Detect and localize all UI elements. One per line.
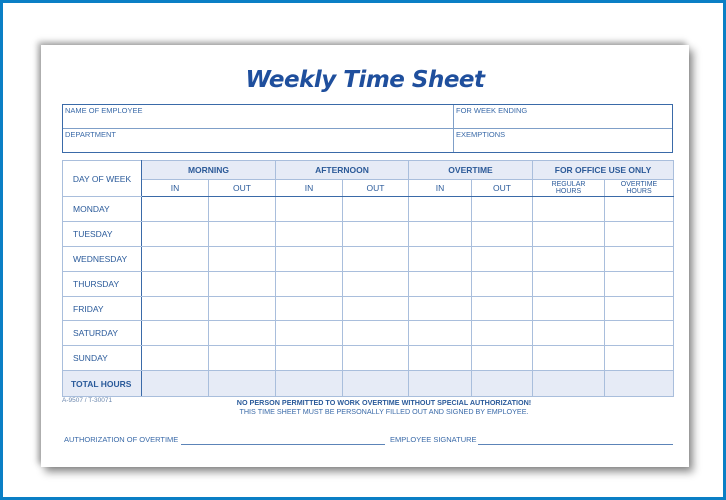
morning-in-cell[interactable] [142, 321, 209, 346]
overtime-in-cell[interactable] [409, 346, 472, 371]
regular-hours-cell[interactable] [533, 296, 605, 321]
day-label: MONDAY [63, 197, 142, 222]
table-row-wednesday [63, 246, 674, 271]
regular-hours-cell[interactable] [533, 197, 605, 222]
afternoon-in-cell[interactable] [276, 346, 343, 371]
time-sheet-form [41, 45, 689, 467]
morning-header: MORNING [142, 161, 276, 180]
table-row-tuesday [63, 221, 674, 246]
exemptions-field[interactable]: EXEMPTIONS [456, 130, 506, 139]
total-overtime-hours-cell[interactable] [605, 371, 674, 397]
total-overtime-in-cell[interactable] [409, 371, 472, 397]
total-afternoon-in-cell[interactable] [276, 371, 343, 397]
afternoon-in-cell[interactable] [276, 221, 343, 246]
overtime-in-header: IN [409, 180, 472, 197]
morning-out-cell[interactable] [209, 271, 276, 296]
info-divider-vertical [453, 105, 454, 152]
afternoon-in-cell[interactable] [276, 246, 343, 271]
office-use-header: FOR OFFICE USE ONLY [533, 161, 674, 180]
overtime-in-cell[interactable] [409, 271, 472, 296]
employee-info-box [62, 104, 673, 153]
table-row-thursday [63, 271, 674, 296]
overtime-notice: NO PERSON PERMITTED TO WORK OVERTIME WITHOUT SPECIAL AUTHORIZATION! [236, 398, 532, 407]
morning-in-header: IN [142, 180, 209, 197]
regular-hours-cell[interactable] [533, 271, 605, 296]
overtime-out-cell[interactable] [472, 271, 533, 296]
morning-in-cell[interactable] [142, 346, 209, 371]
afternoon-header: AFTERNOON [276, 161, 409, 180]
overtime-out-cell[interactable] [472, 197, 533, 222]
total-morning-in-cell[interactable] [142, 371, 209, 397]
morning-out-cell[interactable] [209, 246, 276, 271]
table-row-monday [63, 197, 674, 222]
info-divider-horizontal [63, 128, 672, 129]
table-row-saturday [63, 321, 674, 346]
regular-hours-header: REGULAR HOURS [533, 180, 605, 197]
morning-in-cell[interactable] [142, 271, 209, 296]
morning-out-cell[interactable] [209, 221, 276, 246]
sub-header-row [63, 180, 674, 197]
overtime-hours-cell[interactable] [605, 271, 674, 296]
regular-hours-cell[interactable] [533, 346, 605, 371]
day-label: TUESDAY [63, 221, 142, 246]
day-label: WEDNESDAY [63, 246, 142, 271]
regular-hours-cell[interactable] [533, 321, 605, 346]
afternoon-in-cell[interactable] [276, 271, 343, 296]
day-label: SATURDAY [63, 321, 142, 346]
regular-hours-cell[interactable] [533, 221, 605, 246]
overtime-out-cell[interactable] [472, 346, 533, 371]
overtime-out-cell[interactable] [472, 296, 533, 321]
overtime-hours-cell[interactable] [605, 321, 674, 346]
employee-name-field[interactable]: NAME OF EMPLOYEE [65, 106, 143, 115]
table-row-friday [63, 296, 674, 321]
afternoon-in-cell[interactable] [276, 321, 343, 346]
overtime-hours-cell[interactable] [605, 296, 674, 321]
total-regular-hours-cell[interactable] [533, 371, 605, 397]
day-of-week-header: DAY OF WEEK [63, 161, 142, 197]
afternoon-out-cell[interactable] [343, 346, 409, 371]
total-morning-out-cell[interactable] [209, 371, 276, 397]
overtime-out-cell[interactable] [472, 246, 533, 271]
authorization-signature-line[interactable] [181, 444, 385, 445]
morning-in-cell[interactable] [142, 246, 209, 271]
overtime-hours-header: OVERTIME HOURS [605, 180, 674, 197]
overtime-hours-cell[interactable] [605, 197, 674, 222]
department-field[interactable]: DEPARTMENT [65, 130, 116, 139]
day-label: SUNDAY [63, 346, 142, 371]
overtime-out-cell[interactable] [472, 321, 533, 346]
regular-hours-cell[interactable] [533, 246, 605, 271]
afternoon-in-header: IN [276, 180, 343, 197]
afternoon-out-cell[interactable] [343, 296, 409, 321]
employee-signature-label: EMPLOYEE SIGNATURE [390, 435, 477, 444]
overtime-hours-cell[interactable] [605, 221, 674, 246]
afternoon-out-header: OUT [343, 180, 409, 197]
overtime-out-cell[interactable] [472, 221, 533, 246]
overtime-in-cell[interactable] [409, 221, 472, 246]
overtime-hours-cell[interactable] [605, 246, 674, 271]
overtime-in-cell[interactable] [409, 246, 472, 271]
afternoon-out-cell[interactable] [343, 197, 409, 222]
afternoon-out-cell[interactable] [343, 246, 409, 271]
total-overtime-out-cell[interactable] [472, 371, 533, 397]
time-table [62, 160, 674, 397]
total-hours-label: TOTAL HOURS [63, 371, 142, 397]
morning-in-cell[interactable] [142, 221, 209, 246]
group-header-row [63, 161, 674, 180]
afternoon-in-cell[interactable] [276, 296, 343, 321]
afternoon-out-cell[interactable] [343, 271, 409, 296]
authorization-label: AUTHORIZATION OF OVERTIME [64, 435, 179, 444]
overtime-in-cell[interactable] [409, 296, 472, 321]
employee-signature-line[interactable] [478, 444, 673, 445]
overtime-out-header: OUT [472, 180, 533, 197]
overtime-in-cell[interactable] [409, 197, 472, 222]
afternoon-out-cell[interactable] [343, 221, 409, 246]
morning-out-header: OUT [209, 180, 276, 197]
overtime-in-cell[interactable] [409, 321, 472, 346]
total-hours-row [63, 371, 674, 397]
day-label: THURSDAY [63, 271, 142, 296]
morning-out-cell[interactable] [209, 346, 276, 371]
afternoon-in-cell[interactable] [276, 197, 343, 222]
table-row-sunday [63, 346, 674, 371]
day-label: FRIDAY [63, 296, 142, 321]
afternoon-out-cell[interactable] [343, 321, 409, 346]
morning-out-cell[interactable] [209, 296, 276, 321]
form-title: Weekly Time Sheet [245, 67, 485, 93]
total-afternoon-out-cell[interactable] [343, 371, 409, 397]
morning-in-cell[interactable] [142, 197, 209, 222]
overtime-header: OVERTIME [409, 161, 533, 180]
morning-out-cell[interactable] [209, 197, 276, 222]
morning-out-cell[interactable] [209, 321, 276, 346]
form-code: A-9507 / T-30071 [62, 397, 113, 404]
morning-in-cell[interactable] [142, 296, 209, 321]
signature-notice: THIS TIME SHEET MUST BE PERSONALLY FILLED OUT AND SIGNED BY EMPLOYEE. [239, 407, 529, 416]
overtime-hours-cell[interactable] [605, 346, 674, 371]
week-ending-field[interactable]: FOR WEEK ENDING [456, 106, 528, 115]
